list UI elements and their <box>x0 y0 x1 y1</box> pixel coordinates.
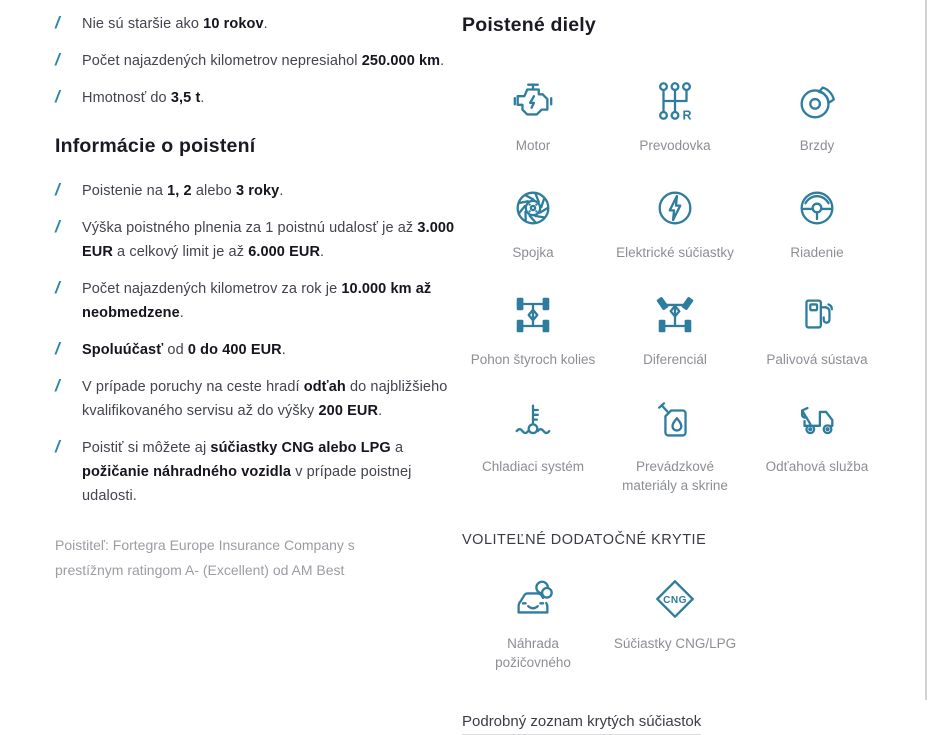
list-item <box>55 179 461 203</box>
part-item <box>746 77 888 155</box>
part-item <box>462 291 604 369</box>
tow-truck-icon <box>746 398 888 446</box>
part-label: Prevádzkové materiály a skrine <box>604 457 746 495</box>
part-label: Náhrada požičovného <box>462 634 604 672</box>
steering-wheel-icon <box>746 184 888 232</box>
page-right-border <box>925 0 927 700</box>
part-item <box>604 575 746 672</box>
bullet-text: Poistiť si môžete aj súčiastky CNG alebo LPG a požičanie náhradného vozidla v prípade poistnej udalosti. <box>82 436 461 508</box>
part-item <box>604 398 746 495</box>
oil-canister-icon <box>604 398 746 446</box>
part-label: Chladiaci systém <box>462 457 604 476</box>
svg-text:R: R <box>682 109 691 123</box>
slash-bullet-icon: / <box>55 216 82 264</box>
cng-lpg-icon <box>604 575 746 623</box>
four-wheel-drive-icon <box>462 291 604 339</box>
list-item <box>55 277 461 325</box>
part-item <box>462 398 604 495</box>
electric-parts-icon <box>604 184 746 232</box>
slash-bullet-icon: / <box>55 179 82 203</box>
insurance-points-list <box>55 179 461 508</box>
bullet-text: Hmotnosť do 3,5 t. <box>82 86 205 110</box>
part-item <box>746 291 888 369</box>
part-label: Spojka <box>462 243 604 262</box>
engine-icon <box>462 77 604 125</box>
section-title-insurance-info: Informácie o poistení <box>55 135 461 158</box>
bullet-text: Počet najazdených kilometrov nepresiahol 250.000 km. <box>82 49 444 73</box>
part-item <box>746 184 888 262</box>
covered-parts-list-link[interactable]: Podrobný zoznam krytých súčiastok <box>462 713 701 735</box>
optional-coverage-title: VOLITEĽNÉ DODATOČNÉ KRYTIE <box>462 532 894 548</box>
bullet-text: Výška poistného plnenia za 1 poistnú udalosť je až 3.000 EUR a celkový limit je až 6.000 EUR. <box>82 216 461 264</box>
list-item <box>55 49 461 73</box>
differential-icon <box>604 291 746 339</box>
part-label: Súčiastky CNG/LPG <box>604 634 746 653</box>
part-label: Odťahová služba <box>746 457 888 476</box>
list-item <box>55 338 461 362</box>
svg-text:CNG: CNG <box>663 595 687 606</box>
part-item <box>462 184 604 262</box>
part-label: Pohon štyroch kolies <box>462 350 604 369</box>
brake-disc-icon <box>746 77 888 125</box>
list-item <box>55 86 461 110</box>
part-item <box>746 398 888 495</box>
part-label: Brzdy <box>746 136 888 155</box>
bullet-text: Počet najazdených kilometrov za rok je 10.000 km až neobmedzene. <box>82 277 461 325</box>
slash-bullet-icon: / <box>55 375 82 423</box>
part-label: Elektrické súčiastky <box>604 243 746 262</box>
bullet-text: Nie sú staršie ako 10 rokov. <box>82 12 268 36</box>
list-item <box>55 436 461 508</box>
optional-parts-grid <box>462 575 888 701</box>
slash-bullet-icon: / <box>55 49 82 73</box>
section-title-insured-parts: Poistené diely <box>462 14 894 37</box>
slash-bullet-icon: / <box>55 338 82 362</box>
list-item <box>55 12 461 36</box>
rental-reimbursement-icon <box>462 575 604 623</box>
clutch-icon <box>462 184 604 232</box>
bullet-text: Spoluúčasť od 0 do 400 EUR. <box>82 338 286 362</box>
part-item <box>604 291 746 369</box>
part-label: Palivová sústava <box>746 350 888 369</box>
part-item <box>462 77 604 155</box>
slash-bullet-icon: / <box>55 12 82 36</box>
vehicle-conditions-list <box>55 12 461 110</box>
slash-bullet-icon: / <box>55 86 82 110</box>
insured-parts-grid <box>462 77 888 524</box>
part-item <box>604 184 746 262</box>
insured-parts-column <box>462 12 894 735</box>
insurer-note: Poistiteľ: Fortegra Europe Insurance Company s prestížnym ratingom A- (Excellent) od AM Best <box>55 533 405 583</box>
part-item <box>604 77 746 155</box>
bullet-text: V prípade poruchy na ceste hradí odťah do najbližšieho kvalifikovaného servisu až do výšky 200 EUR. <box>82 375 461 423</box>
fuel-system-icon <box>746 291 888 339</box>
cooling-system-icon <box>462 398 604 446</box>
part-label: Riadenie <box>746 243 888 262</box>
part-label: Motor <box>462 136 604 155</box>
insurance-info-column <box>55 12 461 583</box>
part-label: Diferenciál <box>604 350 746 369</box>
slash-bullet-icon: / <box>55 436 82 508</box>
gearbox-icon <box>604 77 746 125</box>
part-item <box>462 575 604 672</box>
part-label: Prevodovka <box>604 136 746 155</box>
slash-bullet-icon: / <box>55 277 82 325</box>
list-item <box>55 375 461 423</box>
list-item <box>55 216 461 264</box>
bullet-text: Poistenie na 1, 2 alebo 3 roky. <box>82 179 283 203</box>
